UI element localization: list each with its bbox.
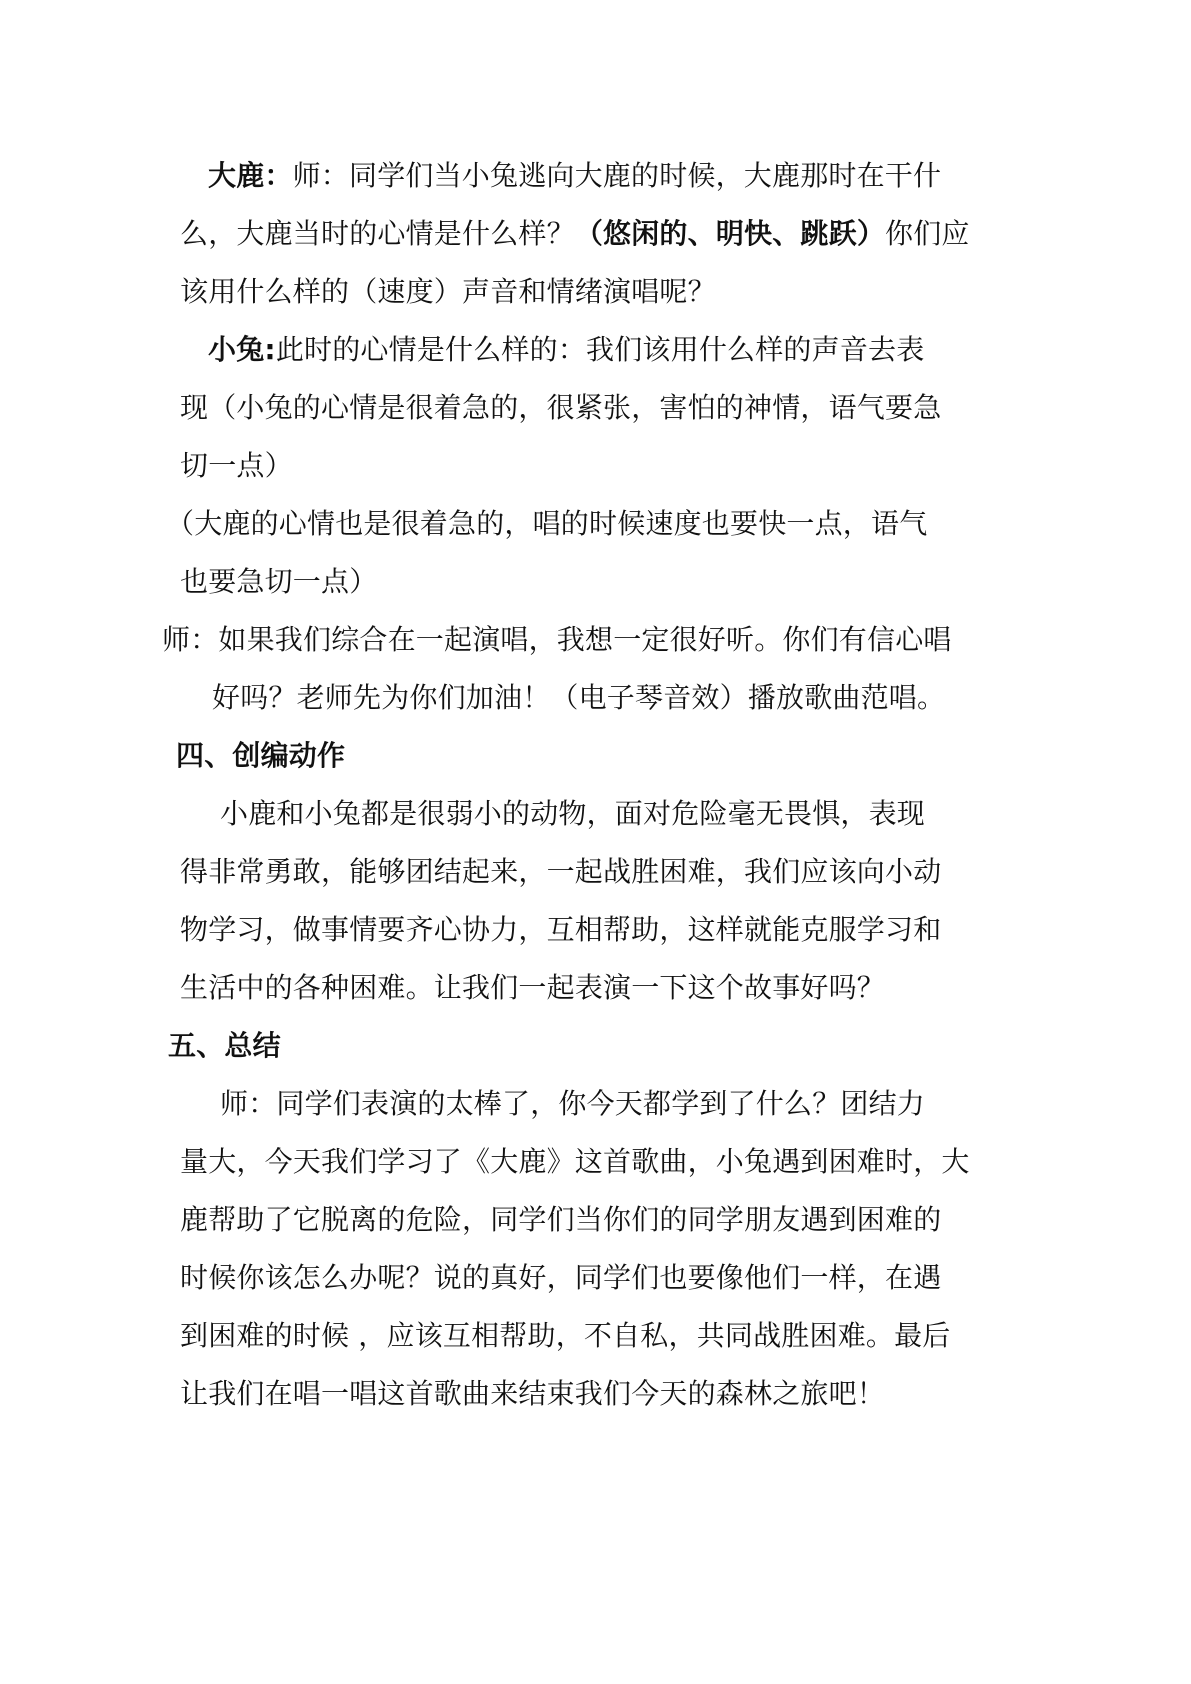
- heading-text: 五、总结: [168, 1029, 281, 1062]
- text-run: 现（小兔的心情是很着急的，很紧张，害怕的神情，语气要急: [180, 391, 942, 424]
- role-label-deer: 大鹿：: [208, 159, 293, 192]
- text-run: 该用什么样的（速度）声音和情绪演唱呢？: [180, 275, 716, 308]
- text-line-6: [180, 446, 293, 486]
- text-run: 到困难的时候 ，应该互相帮助，不自私，共同战胜困难。最后: [180, 1319, 951, 1352]
- text-run: 切一点）: [180, 449, 293, 482]
- emphasis-mood-words: （悠闲的、明快、跳跃）: [574, 217, 886, 250]
- text-line-5: [180, 388, 941, 428]
- text-run: 好吗？老师先为你们加油！（电子琴音效）播放歌曲范唱。: [212, 681, 946, 714]
- section-heading-5: [168, 1026, 281, 1066]
- section-heading-4: [176, 736, 345, 776]
- text-line-19: [180, 1200, 941, 1240]
- text-line-3: [180, 272, 716, 312]
- text-run: 师：如果我们综合在一起演唱，我想一定很好听。你们有信心唱: [162, 623, 952, 656]
- heading-text: 四、创编动作: [176, 739, 346, 772]
- text-run: 小鹿和小兔都是很弱小的动物，面对危险毫无畏惧，表现: [220, 797, 926, 830]
- text-line-14: [180, 910, 941, 950]
- text-line-2: [180, 214, 970, 254]
- text-run: 时候你该怎么办呢？说的真好，同学们也要像他们一样，在遇: [180, 1261, 942, 1294]
- text-line-13: [180, 852, 941, 892]
- text-run: 让我们在唱一唱这首歌曲来结束我们今天的森林之旅吧！: [180, 1377, 886, 1410]
- text-run: 师：同学们表演的太棒了，你今天都学到了什么？团结力: [220, 1087, 926, 1120]
- text-line-20: [180, 1258, 941, 1298]
- text-line-12: [220, 794, 925, 834]
- text-line-1: [208, 156, 941, 196]
- text-line-10: [212, 678, 945, 718]
- text-line-21: [180, 1316, 951, 1356]
- text-line-7: [166, 504, 927, 544]
- text-line-4: [208, 330, 924, 370]
- text-run: （大鹿的心情也是很着急的，唱的时候速度也要快一点，语气: [166, 507, 928, 540]
- text-line-15: [180, 968, 885, 1008]
- text-run: 鹿帮助了它脱离的危险，同学们当你们的同学朋友遇到困难的: [180, 1203, 942, 1236]
- text-run: 此时的心情是什么样的：我们该用什么样的声音去表: [275, 333, 925, 366]
- text-line-17: [220, 1084, 925, 1124]
- text-run: 师：同学们当小兔逃向大鹿的时候，大鹿那时在干什: [292, 159, 942, 192]
- text-run: 得非常勇敢，能够团结起来，一起战胜困难，我们应该向小动: [180, 855, 942, 888]
- text-run: 也要急切一点）: [180, 565, 378, 598]
- text-run: 么，大鹿当时的心情是什么样？: [180, 217, 575, 250]
- text-run: 量大，今天我们学习了《大鹿》这首歌曲，小兔遇到困难时，大: [180, 1145, 970, 1178]
- text-run: 生活中的各种困难。让我们一起表演一下这个故事好吗？: [180, 971, 886, 1004]
- text-line-8: [180, 562, 377, 602]
- role-label-rabbit: 小兔:: [208, 333, 276, 366]
- text-line-9: [162, 620, 952, 660]
- text-line-18: [180, 1142, 970, 1182]
- text-line-22: [180, 1374, 885, 1414]
- text-run: 你们应: [885, 217, 970, 250]
- text-run: 物学习，做事情要齐心协力，互相帮助，这样就能克服学习和: [180, 913, 942, 946]
